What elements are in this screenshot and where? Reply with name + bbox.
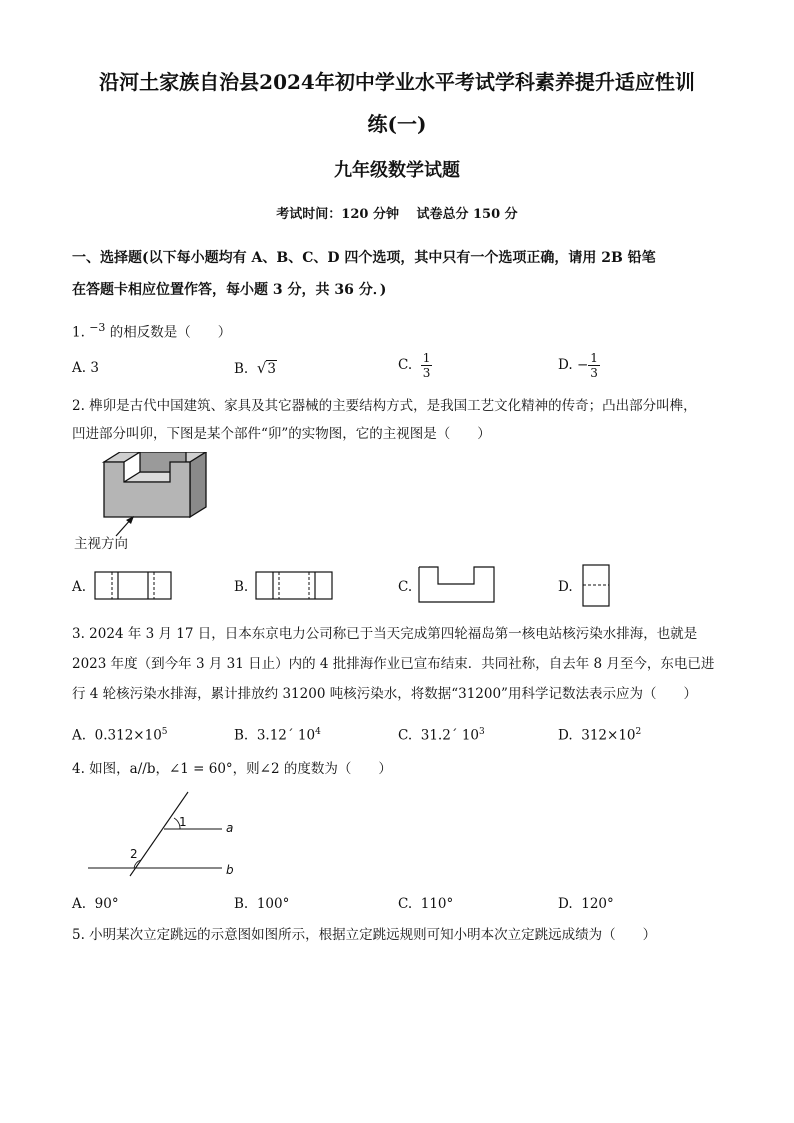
q1-option-d: D. − $\frac{1}{3}$ <box>558 351 598 380</box>
exam-meta: 考试时间：120 分钟 试卷总分 150 分 <box>276 207 518 222</box>
q4-option-a: A. 90° <box>72 896 119 912</box>
q3-option-c: C. 31.2´ $10^3$ <box>398 727 485 744</box>
q1-expr: −3 <box>89 321 106 334</box>
q4-option-c: C. 110° <box>398 896 454 912</box>
section-heading-line1: 一、选择题(以下每小题均有 A、B、C、D 四个选项，其中只有一个选项正确，请用 2B 铅笔 <box>72 250 656 266</box>
view-direction-caption: 主视方向 <box>74 536 128 552</box>
q3-line3: 行 4 轮核污染水排海，累计排放约 31200 吨核污染水，将数据“31200”用科学记数法表示应为（ ） <box>72 686 697 702</box>
q4-line1: 4. 如图，a//b，∠1 = 60°，则∠2 的度数为（ ） <box>72 761 392 777</box>
q4-option-b: B. 100° <box>234 896 290 912</box>
q3-line1: 3. 2024 年 3 月 17 日，日本东京电力公司称已于当天完成第四轮福岛第一核电站核污染水排海，也就是 <box>72 626 698 642</box>
q1-text: 的相反数是（ ） <box>109 324 232 341</box>
q2-option-d-figure <box>582 564 612 608</box>
exam-title-line2: 练(一) <box>367 112 427 136</box>
q1-option-c: C. $\frac{1}{3}$ <box>398 351 431 380</box>
q4-option-d: D. 120° <box>558 896 614 912</box>
exam-title-line1: 沿河土家族自治县2024年初中学业水平考试学科素养提升适应性训 <box>99 70 695 94</box>
angle-1-label: 1 <box>179 815 187 829</box>
q2-line1: 2. 榫卯是古代中国建筑、家具及其它器械的主要结构方式，是我国工艺文化精神的传奇；凸出部分叫榫， <box>72 398 697 414</box>
line-b-label: b <box>226 863 234 877</box>
q1-number: 1. <box>72 324 85 341</box>
q2-option-a-label: A. <box>72 579 87 595</box>
q3-option-d: D. $312\times 10^2$ <box>558 727 642 744</box>
q3-line2: 2023 年度（到今年 3 月 31 日止）内的 4 批排海作业已宣布结束．共同社称，自去年 8 月至今，东电已进 <box>72 656 715 672</box>
line-a-label: a <box>226 821 234 835</box>
q1-option-b: B. √3 <box>234 359 276 377</box>
q3-option-a: A. $0.312\times 10^5$ <box>72 727 168 744</box>
parallel-lines-figure <box>84 788 244 880</box>
q2-option-c-figure <box>418 566 498 604</box>
q2-option-b-figure <box>255 571 335 601</box>
q2-option-b-label: B. <box>234 579 249 595</box>
q1-option-a: A. 3 <box>72 360 99 376</box>
angle-2-label: 2 <box>130 847 138 861</box>
q2-option-c-label: C. <box>398 579 413 595</box>
q5-line1: 5. 小明某次立定跳远的示意图如图所示，根据立定跳远规则可知小明本次立定跳远成绩为（ ） <box>72 927 657 943</box>
q3-option-b: B. 3.12´ $10^4$ <box>234 727 321 744</box>
exam-subtitle: 九年级数学试题 <box>334 160 460 181</box>
transversal-line <box>130 792 188 876</box>
section-heading-line2: 在答题卡相应位置作答，每小题 3 分，共 36 分．) <box>72 282 387 298</box>
q2-option-d-label: D. <box>558 579 573 595</box>
q2-option-a-figure <box>94 571 174 601</box>
q2-line2: 凹进部分叫卯，下图是某个部件“卯”的实物图，它的主视图是（ ） <box>72 426 491 442</box>
question-1 <box>72 314 724 347</box>
